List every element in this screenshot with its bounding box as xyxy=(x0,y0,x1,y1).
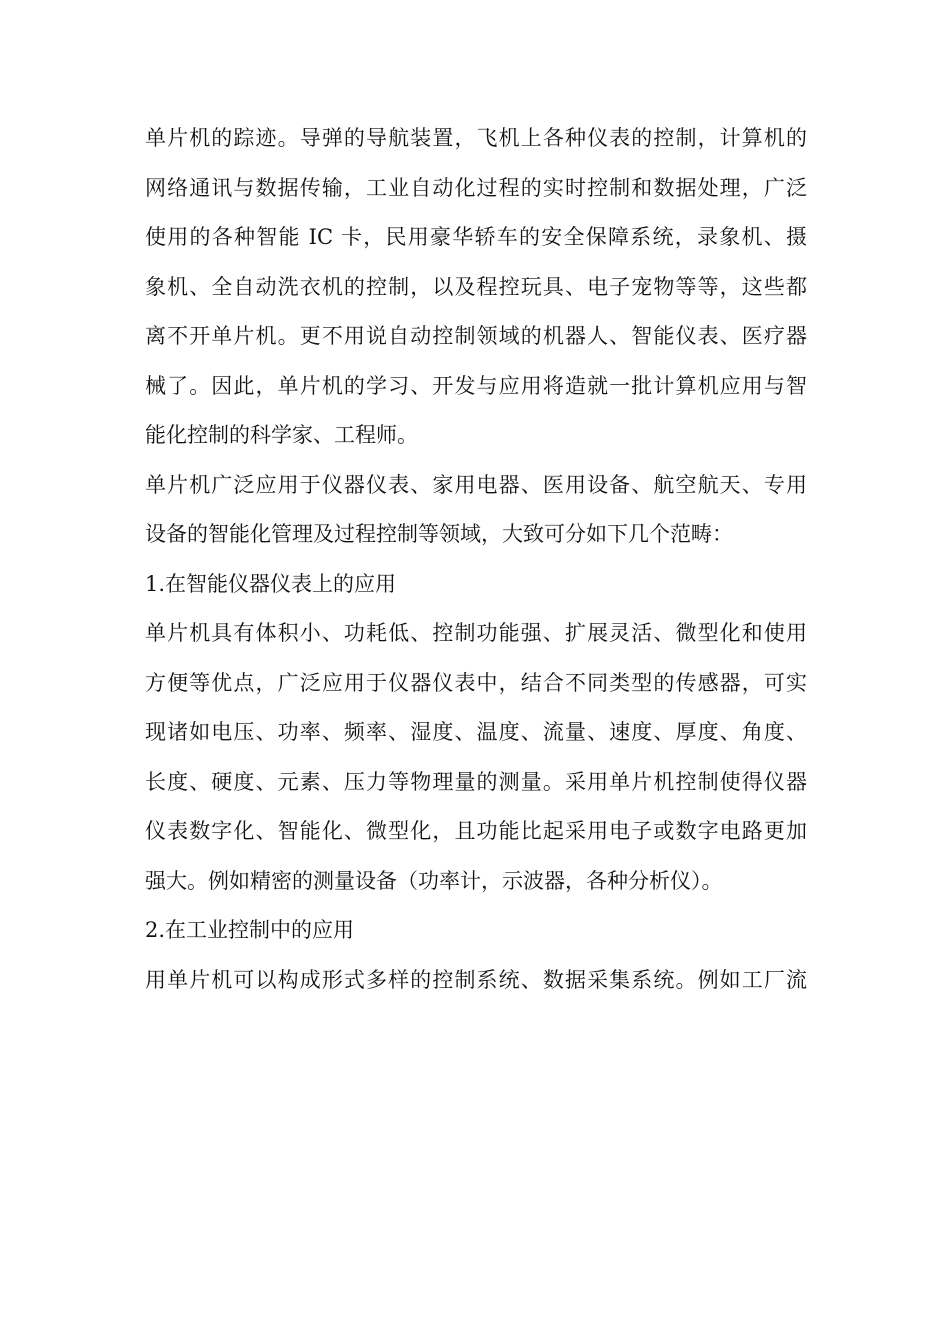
text-line: 单片机的踪迹。导弹的导航装置，飞机上各种仪表的控制，计算机的 xyxy=(145,126,807,150)
text-line: 使用的各种智能 IC 卡，民用豪华轿车的安全保障系统，录象机、摄 xyxy=(145,225,807,249)
section-heading: 1.在智能仪器仪表上的应用 xyxy=(145,571,397,596)
text-line: 网络通讯与数据传输，工业自动化过程的实时控制和数据处理，广泛 xyxy=(145,175,807,200)
section-heading: 2.在工业控制中的应用 xyxy=(145,918,355,942)
text-line: 单片机广泛应用于仪器仪表、家用电器、医用设备、航空航天、专用 xyxy=(145,472,807,497)
text-line: 象机、全自动洗衣机的控制，以及程控玩具、电子宠物等等，这些都 xyxy=(145,274,807,299)
text-line: 长度、硬度、元素、压力等物理量的测量。采用单片机控制使得仪器 xyxy=(145,769,807,794)
text-line: 离不开单片机。更不用说自动控制领域的机器人、智能仪表、医疗器 xyxy=(145,324,807,348)
text-line: 仪表数字化、智能化、微型化，且功能比起采用电子或数字电路更加 xyxy=(145,819,807,843)
text-line: 方便等优点，广泛应用于仪器仪表中，结合不同类型的传感器，可实 xyxy=(145,670,807,695)
text-line: 能化控制的科学家、工程师。 xyxy=(145,423,418,447)
text-line: 械了。因此，单片机的学习、开发与应用将造就一批计算机应用与智 xyxy=(145,373,807,398)
text-line: 单片机具有体积小、功耗低、控制功能强、扩展灵活、微型化和使用 xyxy=(145,621,807,645)
text-line: 设备的智能化管理及过程控制等领域，大致可分如下几个范畴： xyxy=(145,522,733,546)
text-line: 现诸如电压、功率、频率、湿度、温度、流量、速度、厚度、角度、 xyxy=(145,720,807,744)
text-line: 用单片机可以构成形式多样的控制系统、数据采集系统。例如工厂流 xyxy=(145,967,807,992)
text-line: 强大。例如精密的测量设备（功率计，示波器，各种分析仪）。 xyxy=(145,868,723,893)
document-body xyxy=(145,114,807,1005)
